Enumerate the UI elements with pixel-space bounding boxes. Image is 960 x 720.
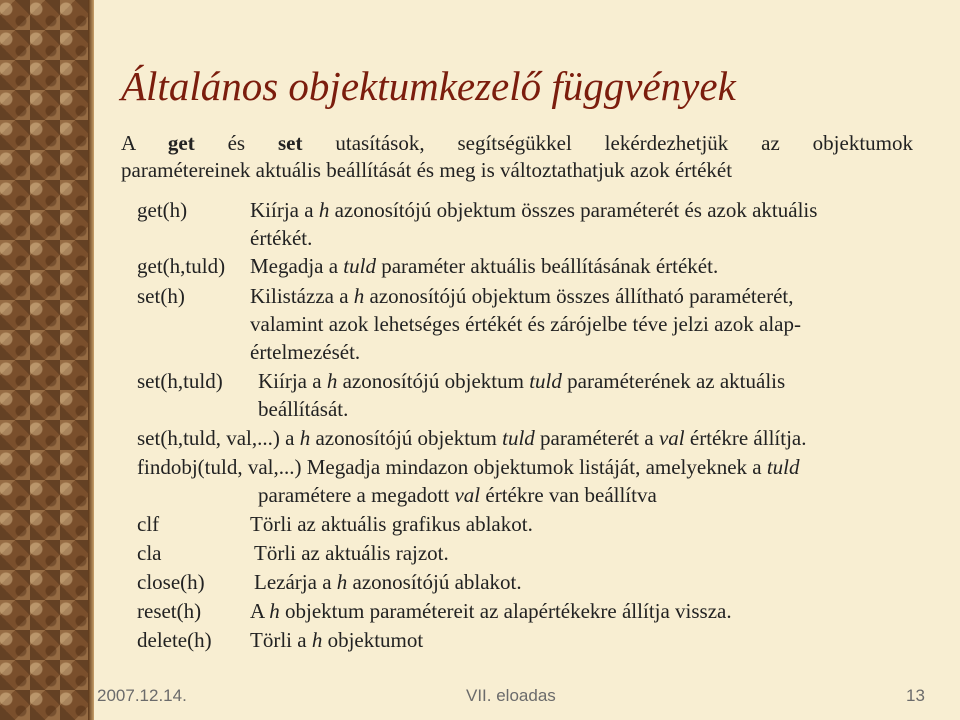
slide-title: Általános objektumkezelő függvények	[121, 63, 736, 109]
desc-findobj-1: findobj(tuld, val,...) Megadja mindazon objektumok listáját, amelyeknek a tuld	[137, 455, 800, 479]
sidebar-edge	[88, 0, 94, 720]
cmd-cla: cla	[137, 541, 162, 565]
cmd-delete-h: delete(h)	[137, 628, 212, 652]
cmd-get-h-tuld: get(h,tuld)	[137, 254, 226, 278]
cmd-clf: clf	[137, 512, 160, 536]
desc-get-h-1: Kiírja a h azonosítójú objektum összes paraméterét és azok aktuális	[250, 198, 818, 222]
desc-set-h-3: értelmezését.	[250, 340, 361, 364]
desc-set-h-2: valamint azok lehetséges értékét és zárójelbe téve jelzi azok alap-	[250, 312, 801, 336]
desc-set-h-tuld-2: beállítását.	[258, 397, 349, 421]
intro-line-2: paramétereinek aktuális beállítását és meg is változtathatjuk azok értékét	[121, 158, 733, 182]
desc-set-h-1: Kilistázza a h azonosítójú objektum összes állítható paraméterét,	[250, 284, 794, 308]
intro-line-1: A get és set utasítások, segítségükkel lekérdezhetjük az objektumok	[121, 131, 913, 155]
desc-close-h: Lezárja a h azonosítójú ablakot.	[254, 570, 522, 594]
cmd-get-h: get(h)	[137, 198, 188, 222]
footer-title: VII. eloadas	[466, 686, 556, 705]
desc-findobj-2: paramétere a megadott val értékre van beállítva	[258, 483, 657, 507]
desc-reset-h: A h objektum paramétereit az alapértékekre állítja vissza.	[250, 599, 732, 623]
desc-clf: Törli az aktuális grafikus ablakot.	[250, 512, 533, 536]
desc-delete-h: Törli a h objektumot	[250, 628, 424, 652]
desc-set-h-tuld-val: set(h,tuld, val,...) a h azonosítójú objektum tuld paraméterét a val értékre állítja.	[137, 426, 807, 450]
cmd-set-h-tuld: set(h,tuld)	[137, 369, 223, 393]
desc-cla: Törli az aktuális rajzot.	[254, 541, 449, 565]
desc-set-h-tuld-1: Kiírja a h azonosítójú objektum tuld paraméterének az aktuális	[258, 369, 786, 393]
desc-get-h-tuld: Megadja a tuld paraméter aktuális beállításának értékét.	[250, 254, 719, 278]
cmd-close-h: close(h)	[137, 570, 205, 594]
footer-page-number: 13	[906, 686, 925, 705]
desc-get-h-2: értékét.	[250, 226, 313, 250]
decorative-sidebar	[0, 0, 90, 720]
cmd-set-h: set(h)	[137, 284, 185, 308]
cmd-reset-h: reset(h)	[137, 599, 202, 623]
footer-date: 2007.12.14.	[97, 686, 187, 705]
